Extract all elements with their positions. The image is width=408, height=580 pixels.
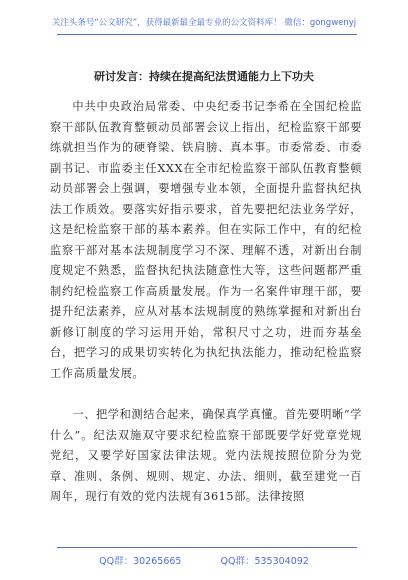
footer-qq-group-2: QQ群：535304092 <box>220 556 309 567</box>
body-paragraph: 一、把学和测结合起来，确保真学真懂。首先要明晰“学什么”。纪法双施双守要求纪检监察干部既要学好党章党规党纪，又要学好国家法律法规。党内法规按照位阶分为党章、准则、条例、规则、规定、办法、细则，截至建党一百周年，现行有效的党内法规有3615部。法律按照 <box>50 408 362 503</box>
header-divider <box>57 34 357 35</box>
footer-qq-group-1: QQ群：30265665 <box>99 556 182 567</box>
header-banner: 关注头条号“公文研究”，获得最新最全最专业的公文资料库！ 微信：gongwenyj <box>51 18 357 28</box>
footer-contacts <box>0 553 408 567</box>
document-title: 研讨发言：持续在提高纪法贯通能力上下功夫 <box>94 70 314 83</box>
footer-divider <box>57 547 357 548</box>
body-paragraph: 中共中央政治局常委、中央纪委书记李希在全国纪检监察干部队伍教育整顿动员部署会议上指出，纪检监察干部要练就担当作为的硬脊梁、铁肩膀、真本事。市委常委、市委副书记、市监委主任XXX在全市纪检监察干部队伍教育整顿动员部署会上强调，要增强专业本领，全面提升监督执纪执法工作质效。要落实好指示要求，首先要把纪法业务学好，这是纪检监察干部的基本素养。但在实际工作中，有的纪检监察干部对基本法规制度学习不深、理解不透，对新出台制度规定不熟悉，监督执纪执法随意性大等，这些问题都严重制约纪检监察工作高质量发展。作为一名案件审理干部，要提升纪法素养，应从对基本法规制度的熟练掌握和对新出台新修订制度的学习运用开始，常积尺寸之功，进而夯基垒台，把学习的成果切实转化为执纪执法能力，推动纪检监察工作高质量发展。 <box>50 100 362 380</box>
